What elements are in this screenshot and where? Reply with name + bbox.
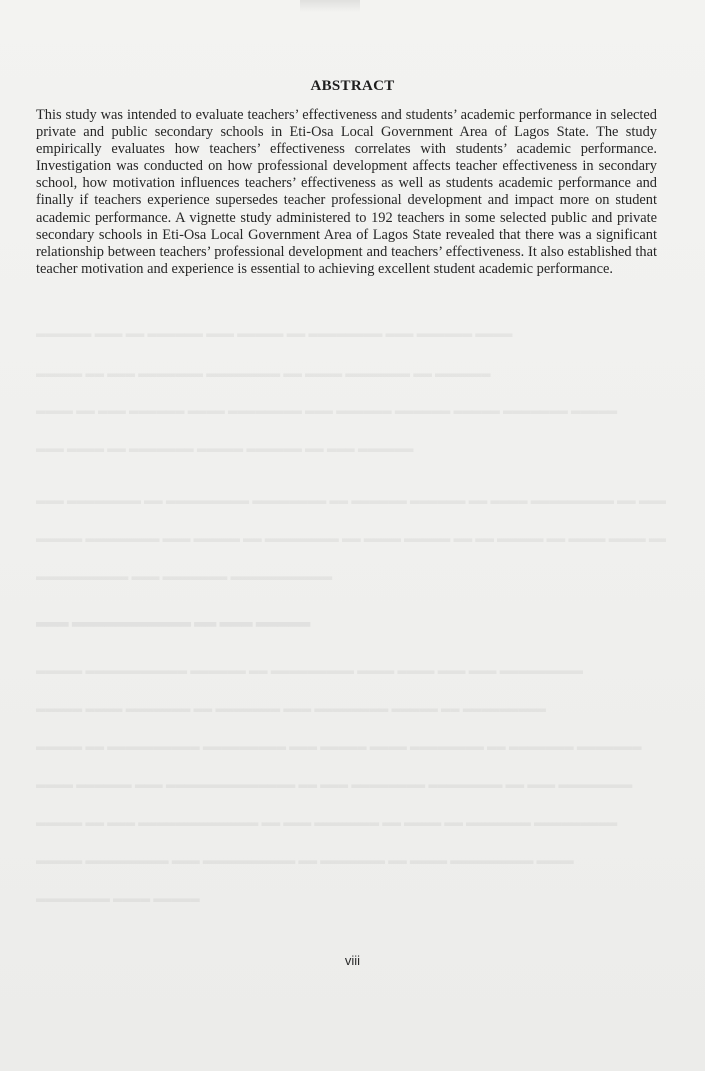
bleed-line: [36, 698, 666, 712]
bleed-line: [36, 566, 666, 580]
bleed-line: ▂▂▂ ▂▂▂▂▂▂▂▂▂▂▂ ▂▂ ▂▂▂ ▂▂▂▂▂: [36, 610, 310, 626]
abstract-paragraph: This study was intended to evaluate teachers’ effectiveness and students’ academic performance in selected private and public secondary schools in Eti-Osa Local Government Area of Lagos State. The study empirically evaluates how teachers’ effectiveness correlates with students’ academic performance. Investigation was conducted on how professional development affects teacher effectiveness in secondary school, how motivation influences teachers’ effectiveness as well as students academic performance and finally if teachers experience supersedes teacher professional development and impact more on student academic performance. A vignette study administered to 192 teachers in some selected public and private secondary schools in Eti-Osa Local Government Area of Lagos State revealed that there was a significant relationship between teachers’ professional development and teachers’ effectiveness. It also established that teacher motivation and experience is essential to achieving excellent student academic performance.: [36, 107, 657, 277]
bleed-line: [36, 736, 666, 750]
abstract-heading: ABSTRACT: [310, 78, 395, 94]
bleed-line: [36, 438, 666, 452]
scan-shadow: [300, 0, 360, 12]
bleed-line: [36, 400, 666, 414]
bleed-line: [36, 528, 666, 542]
bleed-line: [36, 490, 666, 504]
bleed-line: [36, 323, 666, 337]
bleed-line: [36, 850, 666, 864]
bleed-line: [36, 363, 666, 377]
bleed-line: [36, 774, 666, 788]
bleed-line: [36, 888, 666, 902]
bleed-line: [36, 812, 666, 826]
page-number: viii: [344, 953, 361, 968]
bleed-line: [36, 660, 666, 674]
